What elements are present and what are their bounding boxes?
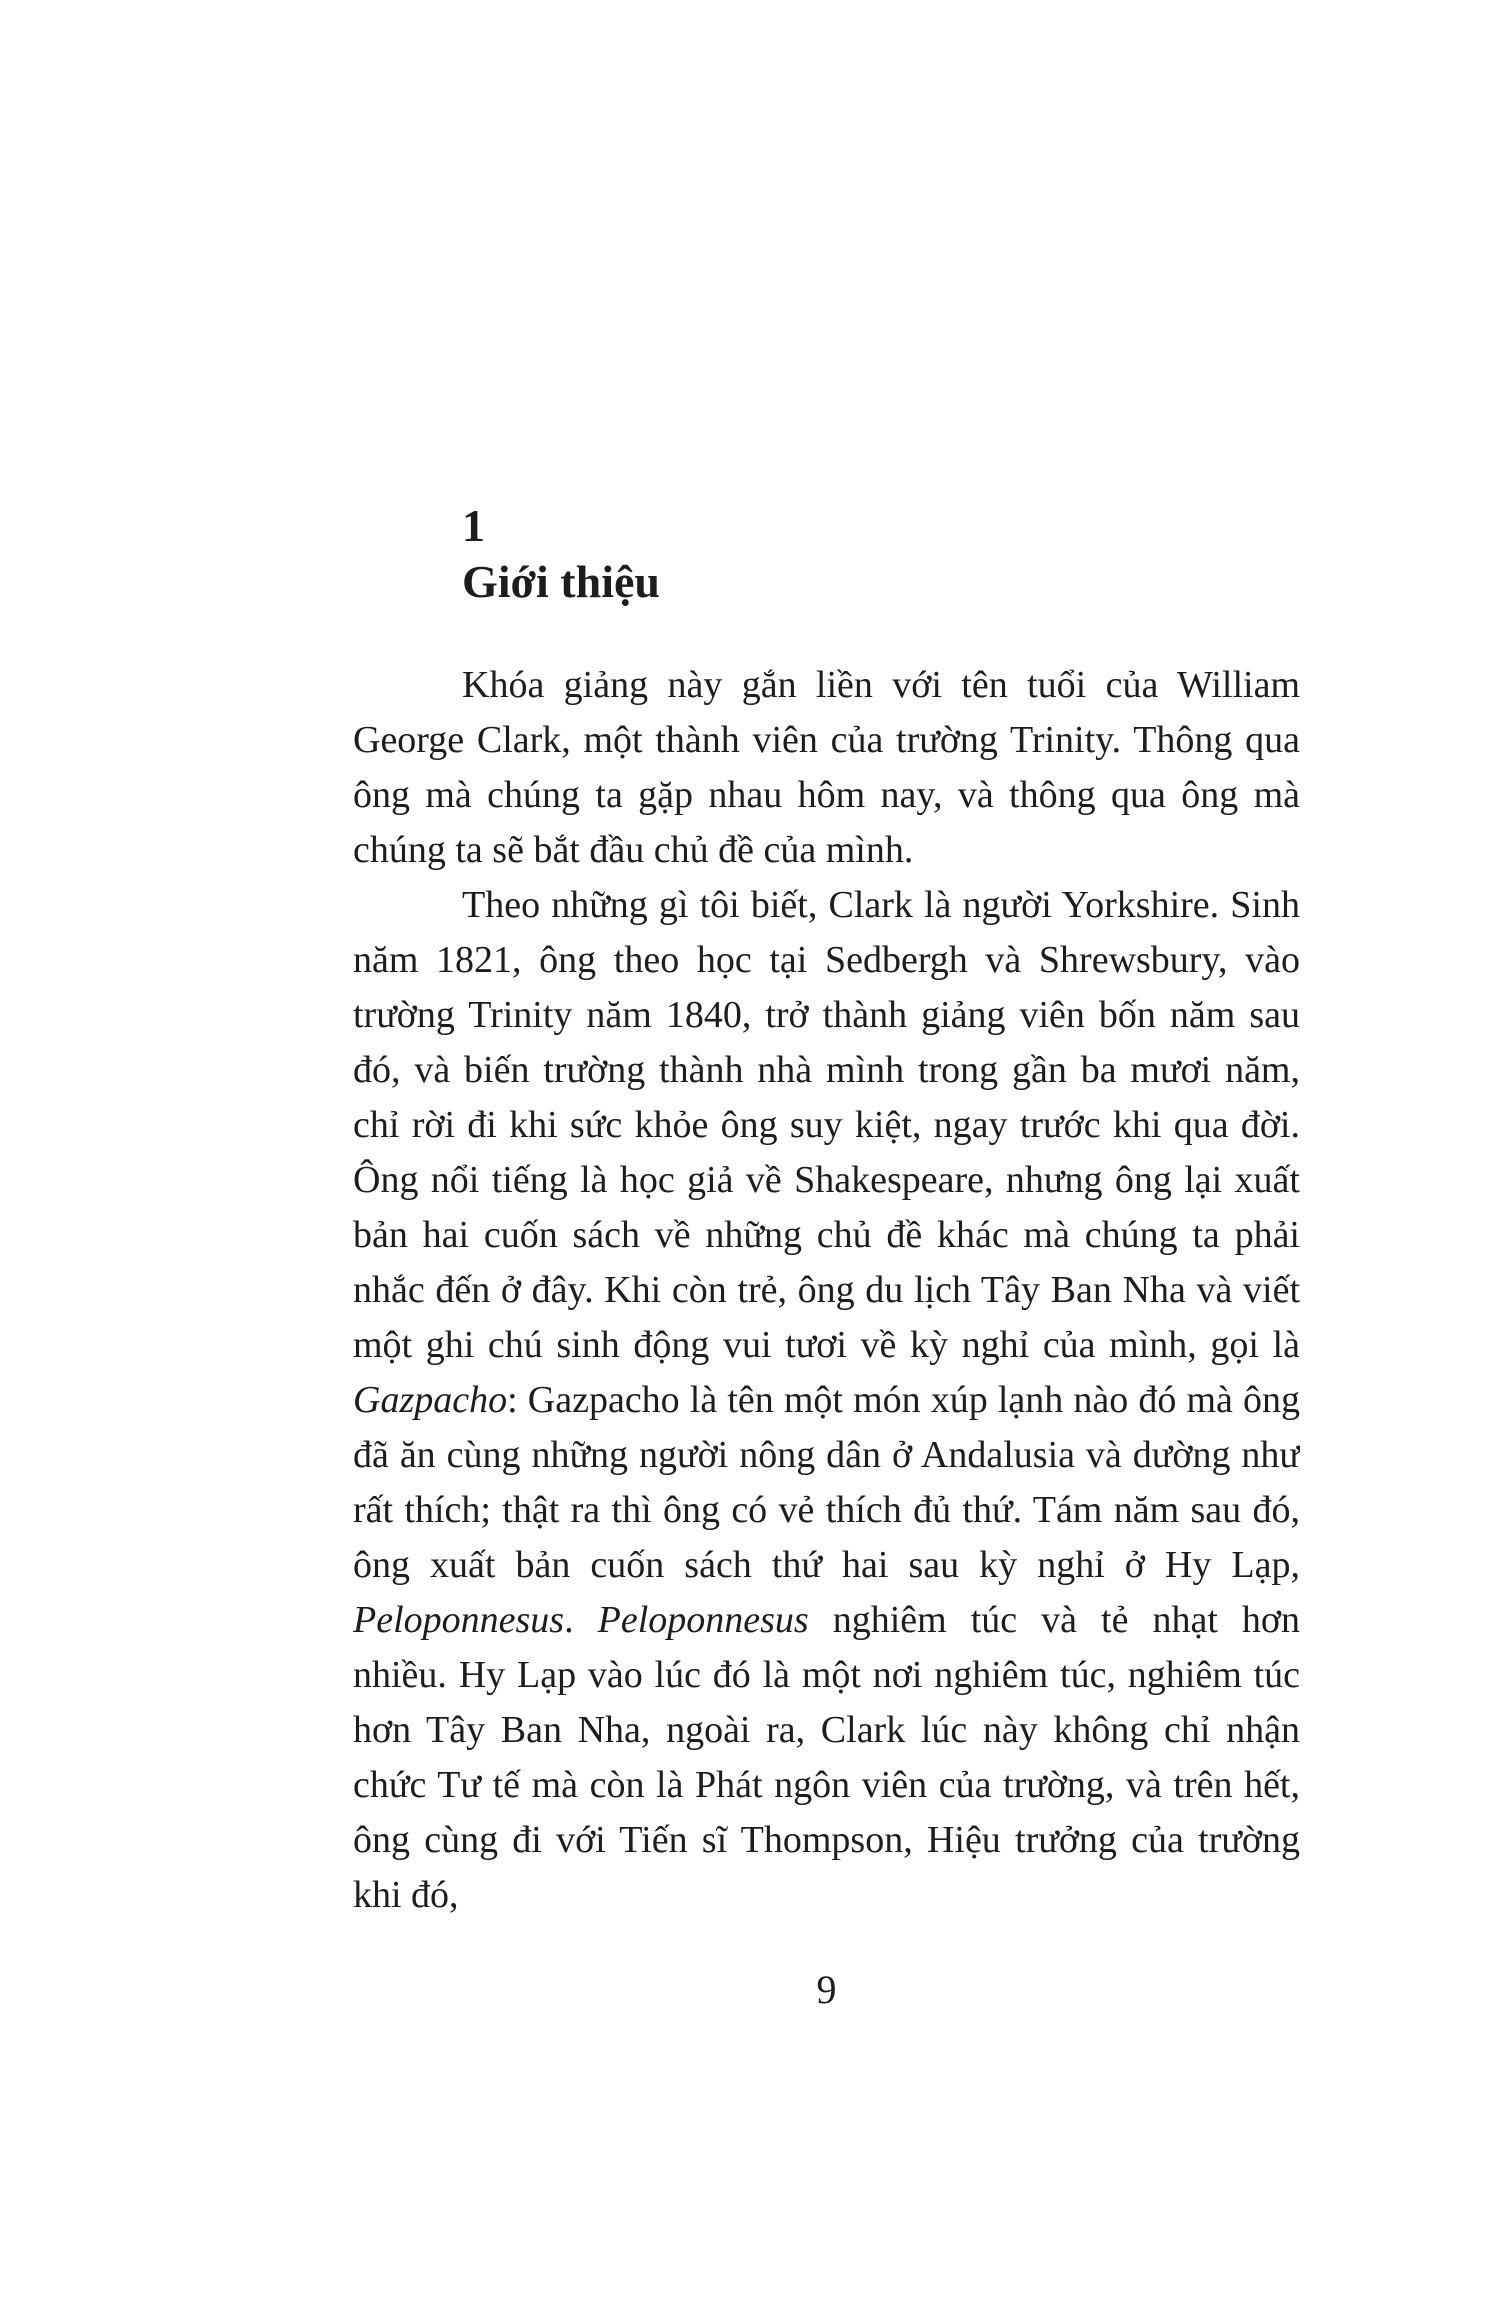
paragraph: Theo những gì tôi biết, Clark là người Yorkshire. Sinh năm 1821, ông theo học tại Sedbergh và Shrewsbury, vào trường Trinity năm 1840, trở thành giảng viên bốn năm sau đó, và biến trường thành nhà mình trong gần ba mươi năm, chỉ rời đi khi sức khỏe ông suy kiệt, ngay trước khi qua đời. Ông nổi tiếng là học giả về Shakespeare, nhưng ông lại xuất bản hai cuốn sách về những chủ đề khác mà chúng ta phải nhắc đến ở đây. Khi còn trẻ, ông du lịch Tây Ban Nha và viết một ghi chú sinh động vui tươi về kỳ nghỉ của mình, gọi là Gazpacho: Gazpacho là tên một món xúp lạnh nào đó mà ông đã ăn cùng những người nông dân ở Andalusia và dường như rất thích; thật ra thì ông có vẻ thích đủ thứ. Tám năm sau đó, ông xuất bản cuốn sách thứ hai sau kỳ nghỉ ở Hy Lạp, Peloponnesus. Peloponnesus nghiêm túc và tẻ nhạt hơn nhiều. Hy Lạp vào lúc đó là một nơi nghiêm túc, nghiêm túc hơn Tây Ban Nha, ngoài ra, Clark lúc này không chỉ nhận chức Tư tế mà còn là Phát ngôn viên của trường, và trên hết, ông cùng đi với Tiến sĩ Thompson, Hiệu trưởng của trường khi đó,: [353, 884, 1300, 1916]
chapter-heading: [353, 498, 1300, 610]
chapter-number: 1: [462, 500, 485, 551]
paragraph: Khóa giảng này gắn liền với tên tuổi của William George Clark, một thành viên của trường Trinity. Thông qua ông mà chúng ta gặp nhau hôm nay, và thông qua ông mà chúng ta sẽ bắt đầu chủ đề của mình.: [353, 664, 1300, 871]
chapter-title: Giới thiệu: [462, 556, 660, 607]
page-number: 9: [816, 1967, 837, 2012]
body-text: [353, 658, 1300, 1938]
